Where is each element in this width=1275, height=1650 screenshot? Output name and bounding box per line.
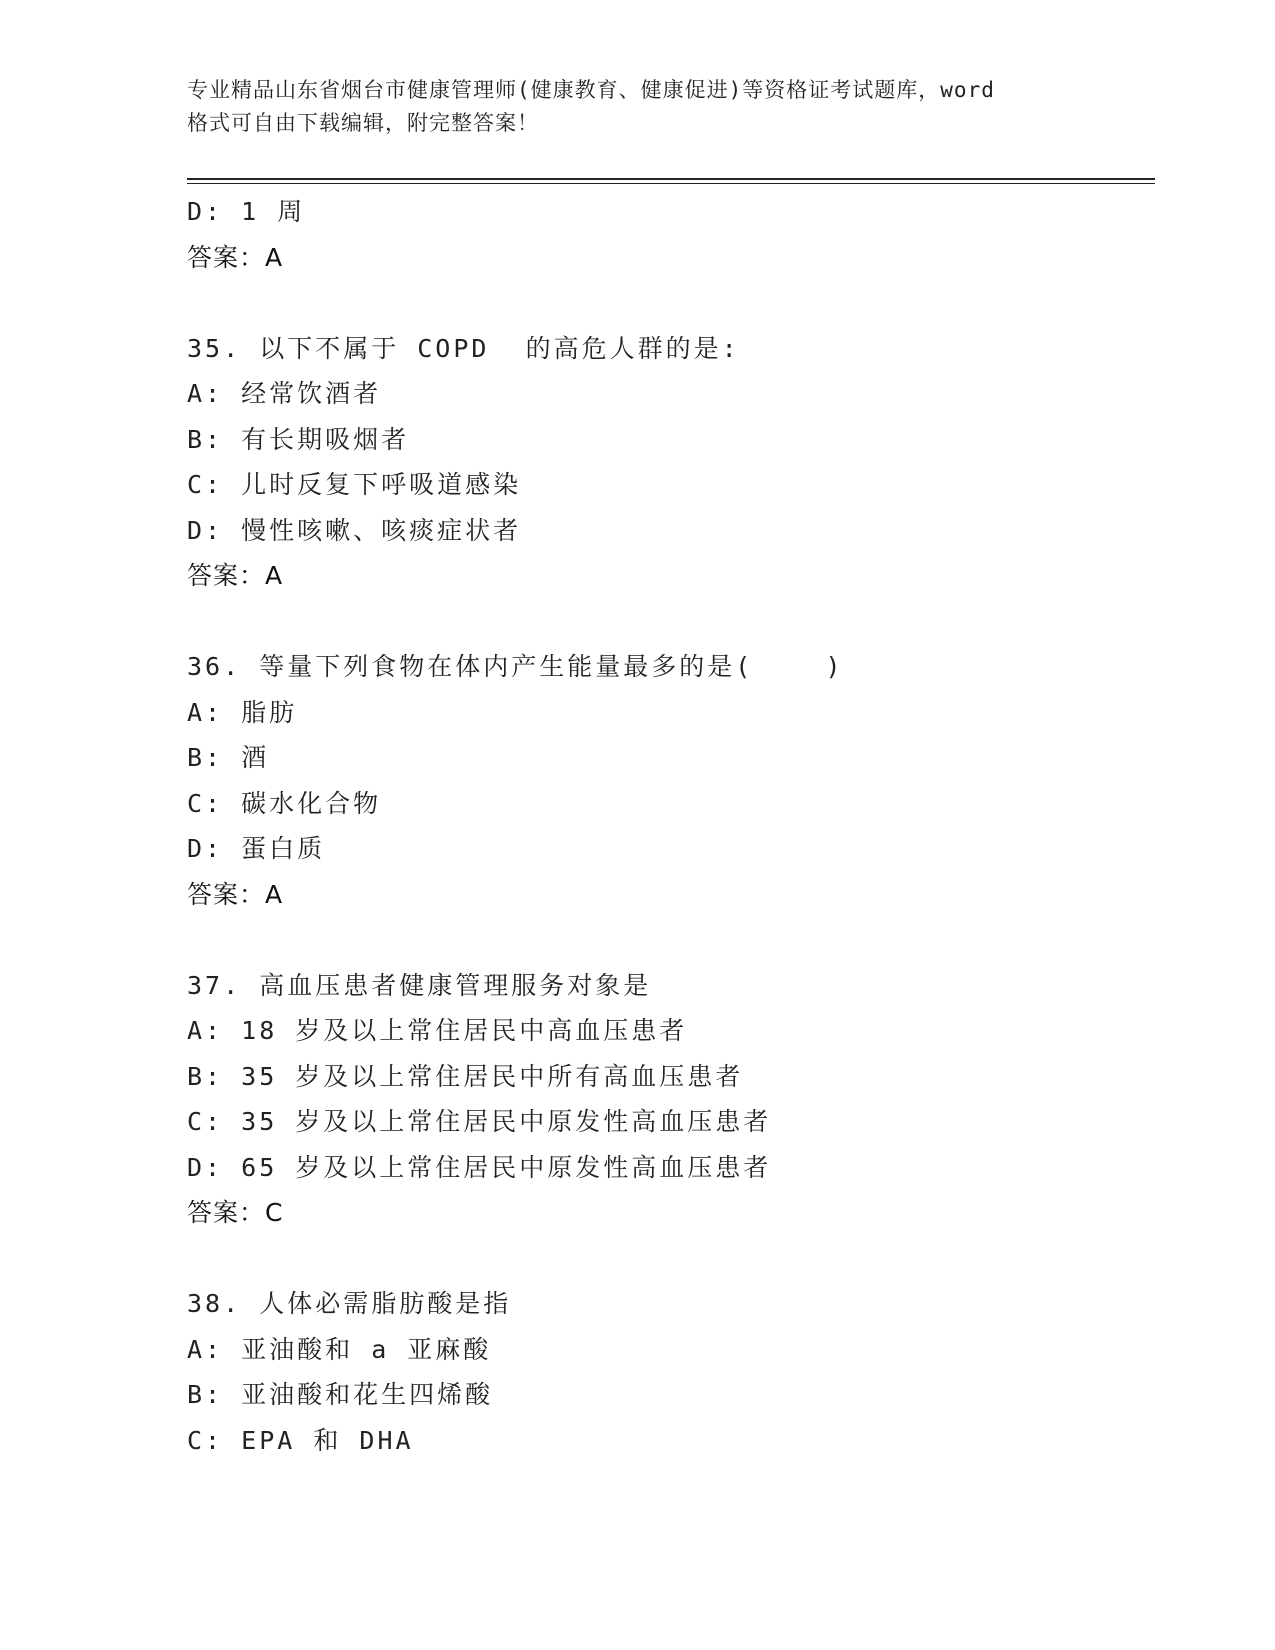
option-c: C: 儿时反复下呼吸道感染: [187, 470, 522, 499]
question-stem: 38. 人体必需脂肪酸是指: [187, 1289, 512, 1318]
leading-answer: 答案：A: [187, 242, 284, 272]
answer-line: 答案：A: [187, 561, 284, 590]
option-b: B: 有长期吸烟者: [187, 424, 410, 454]
spacer: [187, 280, 1155, 326]
option-d: D: 慢性咳嗽、咳痰症状者: [187, 515, 522, 545]
question-block-36: [187, 644, 1155, 917]
option-c: C: 碳水化合物: [187, 788, 382, 818]
document-header: [187, 74, 1087, 140]
option-a: A: 18 岁及以上常住居民中高血压患者: [187, 1016, 688, 1045]
header-line-2: 格式可自由下载编辑，附完整答案！: [187, 111, 539, 135]
question-stem: 37. 高血压患者健康管理服务对象是: [187, 970, 652, 1000]
question-block-37: [187, 963, 1155, 1236]
option-d: D: 65 岁及以上常住居民中原发性高血压患者: [187, 1152, 772, 1182]
answer-line: 答案：C: [187, 1198, 284, 1227]
option-c: C: 35 岁及以上常住居民中原发性高血压患者: [187, 1107, 772, 1136]
option-a: A: 经常饮酒者: [187, 379, 382, 408]
option-b: B: 35 岁及以上常住居民中所有高血压患者: [187, 1061, 744, 1091]
option-c: C: EPA 和 DHA: [187, 1425, 414, 1455]
header-line-1: 专业精品山东省烟台市健康管理师(健康教育、健康促进)等资格证考试题库，word: [187, 78, 995, 102]
question-stem: 35. 以下不属于 COPD 的高危人群的是:: [187, 333, 740, 363]
option-a: A: 亚油酸和 a 亚麻酸: [187, 1334, 492, 1364]
header-rule-thin: [187, 183, 1155, 184]
answer-line: 答案：A: [187, 879, 284, 909]
spacer: [187, 599, 1155, 645]
option-d: D: 蛋白质: [187, 834, 326, 863]
question-list: [187, 189, 1155, 1463]
question-block-35: [187, 326, 1155, 599]
spacer: [187, 1236, 1155, 1282]
question-block-38: [187, 1281, 1155, 1463]
option-a: A: 脂肪: [187, 697, 298, 727]
header-rule-thick: [187, 178, 1155, 180]
spacer: [187, 917, 1155, 963]
option-b: B: 酒: [187, 743, 270, 772]
leading-option-d: D: 1 周: [187, 197, 306, 226]
question-stem: 36. 等量下列食物在体内产生能量最多的是( ): [187, 652, 844, 681]
option-b: B: 亚油酸和花生四烯酸: [187, 1380, 494, 1409]
